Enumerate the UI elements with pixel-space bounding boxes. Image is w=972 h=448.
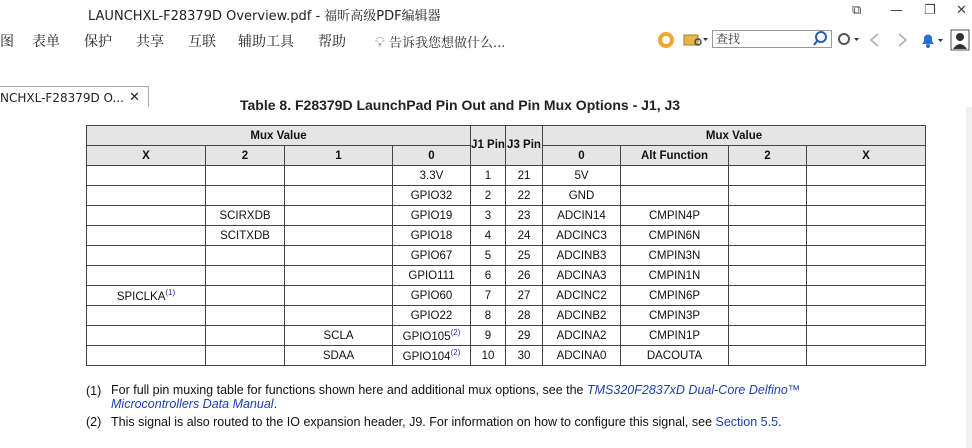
bell-icon[interactable] [919,30,945,50]
close-button[interactable]: ✕ [956,3,967,18]
cell-m1 [285,326,393,346]
cell-text: 10 [481,349,495,362]
cell-text: ADCINB2 [556,309,607,322]
tile-windows-icon[interactable]: ⧉ [852,3,862,18]
footnote-2-mark: (2) [86,415,102,429]
cell-m1 [285,206,393,226]
cell-alt [621,166,729,186]
cell-m1 [285,166,393,186]
cell-rx [807,346,926,366]
cell-j1 [471,246,506,266]
cell-alt [621,306,729,326]
cell-j1 [471,326,506,346]
settings-icon[interactable] [836,31,862,49]
col-header-x-right: X [807,146,926,166]
cell-m2 [206,306,285,326]
cell-j3 [506,266,543,286]
footnote-1-mark: (1) [86,384,102,398]
col-header-1-left: 1 [285,146,393,166]
cell-text: 30 [517,349,531,362]
footnote-1-link[interactable]: TMS320F2837xD Dual-Core Delfino™ Microcontrollers Data Manual [111,383,801,411]
cell-j3 [506,286,543,306]
cell-m1 [285,186,393,206]
menu-connect[interactable]: 互联 [188,34,216,50]
table-row [87,166,926,186]
cell-rx [807,206,926,226]
cell-text: GPIO105 [402,330,451,343]
cell-text: DACOUTA [646,349,703,362]
cell-m0 [393,226,471,246]
tab-close-icon[interactable]: ✕ [129,90,140,105]
tell-me-box[interactable] [375,32,505,51]
cell-text: ADCINB3 [556,249,607,262]
j3-pin-header: J3 Pin [506,126,543,166]
cell-alt [621,206,729,226]
cell-text: 5 [484,249,492,262]
cell-m0 [393,286,471,306]
cell-j3 [506,246,543,266]
cell-j3 [506,226,543,246]
cell-x [87,226,206,246]
cell-r0 [543,226,621,246]
cell-text: CMPIN3P [648,309,701,322]
table-row [87,326,926,346]
cell-j1 [471,166,506,186]
folder-search-icon[interactable] [683,31,709,49]
col-header-2-right: 2 [729,146,807,166]
cell-m1 [285,346,393,366]
cell-text: 1 [484,169,492,182]
cell-x [87,266,206,286]
table-row [87,346,926,366]
cell-j3 [506,166,543,186]
cell-rx [807,166,926,186]
cell-alt [621,246,729,266]
cell-r2 [729,166,807,186]
cell-text: ADCINA2 [556,329,607,342]
cell-text: ADCIN14 [557,209,606,222]
table-row [87,266,926,286]
table-row [87,286,926,306]
cell-text: 8 [484,309,492,322]
menu-help[interactable]: 帮助 [318,34,346,50]
cell-j3 [506,206,543,226]
cell-x [87,346,206,366]
cell-text: SCITXDB [220,229,270,242]
cell-r2 [729,346,807,366]
cell-text: 27 [517,289,531,302]
cell-j3 [506,346,543,366]
cell-text: GPIO22 [410,309,453,322]
footnote-1-end: . [273,397,278,411]
col-header-alt-function: Alt Function [621,146,729,166]
cell-r0 [543,346,621,366]
col-header-0-left: 0 [393,146,471,166]
cell-r0 [543,246,621,266]
cell-alt [621,326,729,346]
cell-m0 [393,166,471,186]
cell-text: CMPIN6N [648,229,701,242]
cell-m2 [206,286,285,306]
footnote-ref[interactable]: (2) [450,348,461,358]
cell-m0 [393,346,471,366]
cell-text: 21 [517,169,531,182]
cell-text: 9 [484,329,492,342]
cell-j3 [506,186,543,206]
table-row [87,246,926,266]
cell-text: GPIO67 [410,249,453,262]
cell-m1 [285,246,393,266]
cell-r2 [729,246,807,266]
cell-x [87,186,206,206]
footnote-2-text: This signal is also routed to the IO expansion header, J9. For information on how to configure this signal, see [111,415,716,429]
search-icon[interactable] [813,30,831,48]
cell-m0 [393,186,471,206]
menu-bar [0,26,972,56]
mux-value-header-left: Mux Value [87,126,471,146]
cell-m2 [206,326,285,346]
cell-j3 [506,306,543,326]
menu-form[interactable]: 表单 [32,34,60,50]
title-bar [0,0,972,26]
cell-text: ADCINA0 [556,349,607,362]
cell-m2 [206,186,285,206]
cell-r2 [729,326,807,346]
cell-text: CMPIN6P [648,289,701,302]
cell-r2 [729,306,807,326]
restore-button[interactable]: ❐ [924,3,936,18]
cell-text: ADCINC2 [556,289,607,302]
cell-text: 22 [517,189,531,202]
cell-text: GPIO32 [410,189,453,202]
cell-m0 [393,306,471,326]
cell-text: GPIO18 [410,229,453,242]
cell-m1 [285,286,393,306]
cell-m0 [393,326,471,346]
cell-m2 [206,346,285,366]
footnote-2 [111,415,911,429]
cell-text: 3.3V [419,169,444,182]
back-arrow-icon[interactable] [868,32,882,48]
col-header-0-right: 0 [543,146,621,166]
cell-text: 26 [517,269,531,282]
cell-text: ADCINA3 [556,269,607,282]
cell-alt [621,286,729,306]
cell-text: SCLA [323,329,354,342]
cell-text: GPIO104 [402,350,451,363]
menu-accessibility[interactable]: 辅助工具 [238,34,294,50]
table-row [87,186,926,206]
cell-m2 [206,246,285,266]
minimize-button[interactable]: — [890,3,903,18]
cell-m0 [393,246,471,266]
table-row [87,206,926,226]
cell-alt [621,186,729,206]
col-header-x-left: X [87,146,206,166]
vertical-scrollbar[interactable] [966,107,972,448]
mux-value-header-right: Mux Value [543,126,926,146]
cell-r0 [543,206,621,226]
cell-j1 [471,306,506,326]
footnote-2-end: . [778,415,782,429]
col-header-2-left: 2 [206,146,285,166]
cell-m1 [285,266,393,286]
cell-r2 [729,206,807,226]
cell-text: 24 [517,229,531,242]
j1-pin-header: J1 Pin [471,126,506,166]
cell-text: CMPIN1P [648,329,701,342]
table-row [87,226,926,246]
cell-r0 [543,326,621,346]
menu-view[interactable]: 图 [0,34,14,50]
cell-text: ADCINC3 [556,229,607,242]
cell-j1 [471,286,506,306]
cell-rx [807,266,926,286]
cell-r0 [543,306,621,326]
footnote-ref[interactable]: (1) [165,288,176,298]
cell-text: 29 [517,329,531,342]
cell-m1 [285,226,393,246]
cell-rx [807,246,926,266]
cell-text: CMPIN3N [648,249,701,262]
cell-text: GND [568,189,595,202]
cell-j1 [471,206,506,226]
coin-icon[interactable] [656,30,676,50]
cell-x [87,246,206,266]
cell-r0 [543,286,621,306]
cell-x [87,166,206,186]
pin-mux-table [86,125,926,366]
lightbulb-icon: 💡︎ [375,35,385,51]
cell-j1 [471,186,506,206]
cell-text: 3 [484,209,492,222]
cell-text: 2 [484,189,492,202]
search-input[interactable]: 查找 [712,30,832,48]
cell-text: 28 [517,309,531,322]
cell-alt [621,266,729,286]
cell-rx [807,226,926,246]
cell-j1 [471,226,506,246]
cell-m0 [393,266,471,286]
cell-r2 [729,286,807,306]
cell-text: GPIO19 [410,209,453,222]
cell-r0 [543,166,621,186]
cell-r2 [729,226,807,246]
cell-x [87,306,206,326]
cell-text: 23 [517,209,531,222]
cell-text: 5V [574,169,589,182]
table-row [87,306,926,326]
window-title: LAUNCHXL-F28379D Overview.pdf - 福昕高级PDF编辑器 [88,9,441,24]
cell-x [87,286,206,306]
forward-arrow-icon[interactable] [895,32,909,48]
cell-text: 25 [517,249,531,262]
avatar[interactable] [950,29,970,51]
cell-x [87,206,206,226]
cell-text: SPICLKA [116,290,166,303]
menu-share[interactable]: 共享 [136,34,164,50]
cell-m1 [285,306,393,326]
cell-alt [621,346,729,366]
cell-m0 [393,206,471,226]
tab-label: NCHXL-F28379D O... [0,91,124,105]
cell-alt [621,226,729,246]
cell-text: CMPIN4P [648,209,701,222]
cell-m2 [206,226,285,246]
cell-text: SCIRXDB [219,209,271,222]
menu-protect[interactable]: 保护 [84,34,112,50]
cell-m2 [206,266,285,286]
cell-j1 [471,346,506,366]
cell-rx [807,186,926,206]
cell-r2 [729,266,807,286]
cell-r0 [543,186,621,206]
cell-r2 [729,186,807,206]
table-header-row [87,126,926,146]
cell-text: SDAA [322,349,355,362]
cell-text: 6 [484,269,492,282]
footnote-2-link[interactable]: Section 5.5 [715,415,779,429]
cell-rx [807,286,926,306]
footnote-ref[interactable]: (2) [450,328,461,338]
cell-text: 4 [484,229,492,242]
tell-me-text: 告诉我您想做什么... [388,36,506,51]
cell-text: CMPIN1N [648,269,701,282]
cell-m2 [206,206,285,226]
cell-rx [807,306,926,326]
cell-r0 [543,266,621,286]
cell-text: GPIO111 [408,269,455,282]
cell-x [87,326,206,346]
footnote-1 [111,383,871,411]
cell-j1 [471,266,506,286]
footnote-1-text: For full pin muxing table for functions shown here and additional mux options, see the [111,383,587,397]
cell-text: 7 [484,289,492,302]
cell-m2 [206,166,285,186]
cell-rx [807,326,926,346]
table-caption: Table 8. F28379D LaunchPad Pin Out and Pin Mux Options - J1, J3 [240,97,681,113]
cell-text: GPIO60 [410,289,453,302]
cell-j3 [506,326,543,346]
